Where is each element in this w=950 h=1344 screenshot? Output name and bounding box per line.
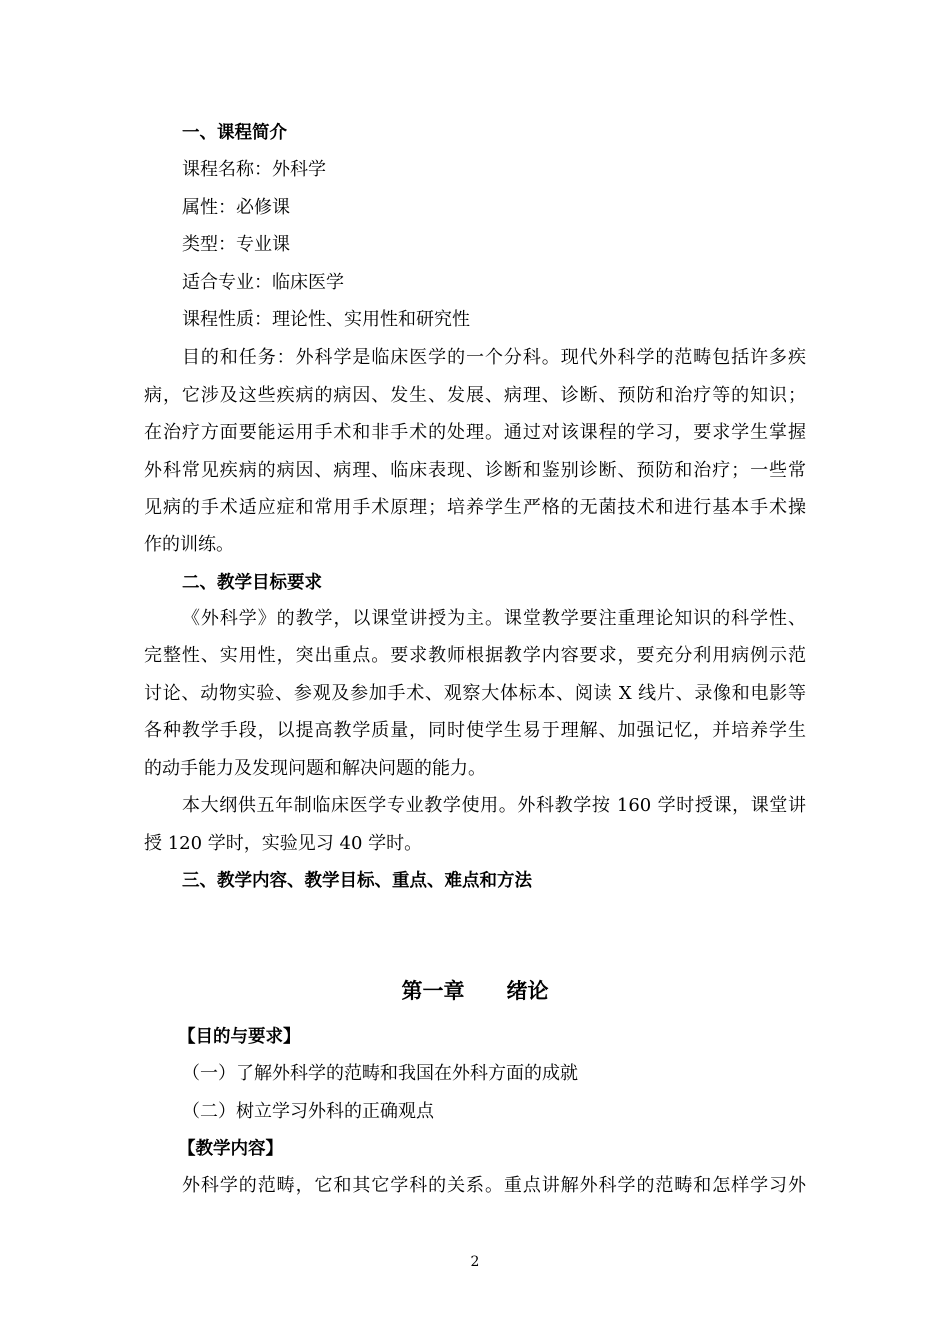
purpose-paragraph-line: 目的和任务：外科学是临床医学的一个分科。现代外科学的范畴包括许多疾 — [182, 347, 806, 368]
course-attribute: 属性：必修课 — [182, 197, 290, 218]
aims-heading: 【目的与要求】 — [178, 1027, 301, 1047]
hours-paragraph-line: 本大纲供五年制临床医学专业教学使用。外科教学按 160 学时授课，课堂讲 — [182, 795, 806, 816]
content-paragraph-line: 外科学的范畴，它和其它学科的关系。重点讲解外科学的范畴和怎样学习外 — [182, 1175, 806, 1196]
aim-item: （二）树立学习外科的正确观点 — [182, 1101, 434, 1122]
purpose-paragraph-line: 在治疗方面要能运用手术和非手术的处理。通过对该课程的学习，要求学生掌握 — [144, 422, 806, 443]
course-type: 类型：专业课 — [182, 234, 290, 255]
course-major: 适合专业：临床医学 — [182, 272, 344, 293]
teaching-paragraph-line: 完整性、实用性，突出重点。要求教师根据教学内容要求，要充分利用病例示范 — [144, 645, 806, 666]
section-heading-teaching-goals: 二、教学目标要求 — [182, 573, 322, 593]
aim-item: （一）了解外科学的范畴和我国在外科方面的成就 — [182, 1063, 578, 1084]
hours-paragraph-line: 授 120 学时，实验见习 40 学时。 — [144, 833, 423, 854]
content-heading: 【教学内容】 — [178, 1139, 283, 1159]
teaching-paragraph-line: 《外科学》的教学，以课堂讲授为主。课堂教学要注重理论知识的科学性、 — [182, 608, 806, 629]
section-heading-teaching-content: 三、教学内容、教学目标、重点、难点和方法 — [182, 871, 532, 891]
page-number: 2 — [470, 1254, 480, 1270]
course-nature: 课程性质：理论性、实用性和研究性 — [182, 309, 470, 330]
purpose-paragraph-line: 作的训练。 — [144, 534, 234, 555]
purpose-paragraph-line: 病，它涉及这些疾病的病因、发生、发展、病理、诊断、预防和治疗等的知识； — [144, 385, 806, 406]
purpose-paragraph-line: 外科常见疾病的病因、病理、临床表现、诊断和鉴别诊断、预防和治疗；一些常 — [144, 460, 806, 481]
chapter-title: 第一章 绪论 — [401, 979, 549, 1003]
teaching-paragraph-line: 各种教学手段，以提高教学质量，同时使学生易于理解、加强记忆，并培养学生 — [144, 720, 806, 741]
section-heading-course-intro: 一、课程简介 — [182, 123, 287, 143]
teaching-paragraph-line: 讨论、动物实验、参观及参加手术、观察大体标本、阅读 X 线片、录像和电影等 — [144, 683, 806, 704]
teaching-paragraph-line: 的动手能力及发现问题和解决问题的能力。 — [144, 758, 486, 779]
purpose-paragraph-line: 见病的手术适应症和常用手术原理；培养学生严格的无菌技术和进行基本手术操 — [144, 497, 806, 518]
course-name: 课程名称：外科学 — [182, 159, 326, 180]
